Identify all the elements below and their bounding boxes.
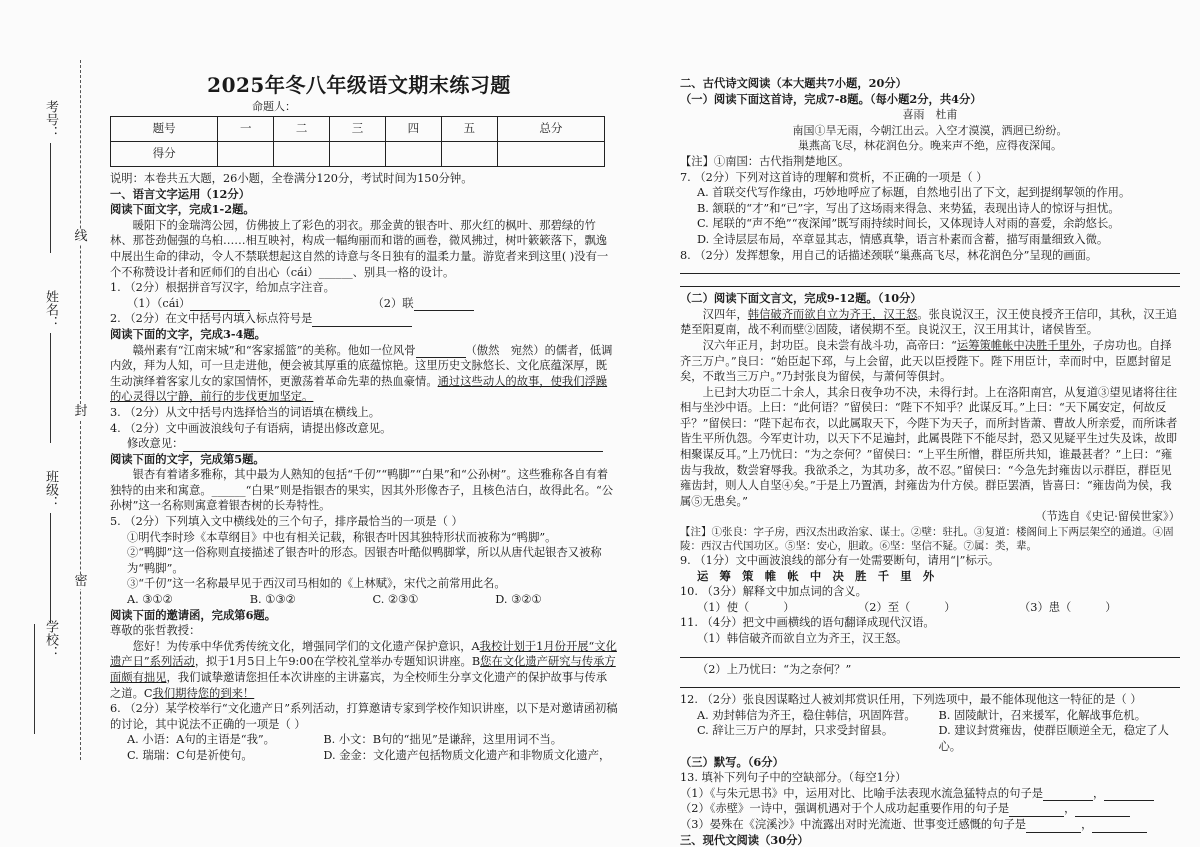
- binding-field-name: 姓名：: [40, 290, 58, 443]
- q5-item: ③“千仞”这一名称最早见于西汉司马相如的《上林赋》，宋代之前常用此名。: [126, 577, 506, 591]
- passage-3-4: 赣州素有“江南宋城”和“客家摇篮”的美称。他如一位风骨 （傲然 宛然）的儒者，低调内敛，拜为人知，可一旦走进他，便会被其厚重的底蕴惊艳。这里历史文脉悠长、文化底蕴深厚，既生动演绎着客家儿女的家国情怀，更激荡着革命先辈的热血豪情。通过这些动人的故事，使我们浮躁的心灵得以宁静，前行的步伐更加坚定。: [110, 343, 613, 404]
- setter-label: 命题人：: [252, 100, 296, 113]
- score-cell: 得分: [111, 142, 218, 167]
- score-input-cell[interactable]: [330, 142, 386, 167]
- score-cell: 总分: [497, 117, 604, 142]
- q7-option-c[interactable]: C. 尾联的“声不绝”“夜深闻”既写雨持续时间长，又体现诗人对雨的喜爱，余韵悠长。: [696, 217, 1120, 231]
- score-cell: 二: [274, 117, 330, 142]
- binding-field-exam-no: 考号：: [40, 100, 58, 253]
- question-9: 9. （1分）文中画波浪线的部分有一处需要断句，请用“|”标示。: [680, 554, 1000, 568]
- q1-item-1: （1）（cái）: [126, 296, 191, 310]
- passage-1: 暖阳下的金瑞湾公园，仿佛披上了彩色的羽衣。那金黄的银杏叶、那火红的枫叶、那碧绿的竹林、那苍劲倔强的乌桕……相互映衬，构成一幅绚丽而和谐的画卷，微风拂过，树叶簌簌落下，飘逸中展出生命的律动，令人不禁联想起这自然的诗意与冬日独有的温柔力量。游览者来到这里( )没有一个不称赞设计者和匠师们的自出心（cái）______、别具一格的设计。: [110, 218, 609, 279]
- letter-greeting: 尊敬的张哲教授：: [110, 624, 201, 638]
- answer-line[interactable]: [680, 679, 1180, 688]
- q7-option-d[interactable]: D. 全诗层层布局，卒章显其志，情感真挚，语言朴素而含蓄，描写雨量细致入微。: [696, 232, 1109, 246]
- q5-item: ②“鸭脚”这一俗称则直接描述了银杏叶的形态。因银杏叶酷似鸭脚掌，所以从唐代起银杏又被称为“鸭脚”。: [126, 546, 602, 575]
- q12-option-a[interactable]: A. 劝封韩信为齐王，稳住韩信，巩固阵营。: [696, 708, 916, 722]
- question-4: 4. （2分）文中画波浪线句子有语病，请提出修改意见。: [110, 421, 392, 435]
- right-column: [680, 76, 1180, 847]
- subsection-3-heading: （三）默写。（6分）: [680, 754, 784, 769]
- q5-item: ①明代李时珍《本草纲目》中也有相关记载，称银杏叶因其独特形状而被称为“鸭脚”。: [126, 530, 557, 544]
- answer-blank[interactable]: [414, 299, 474, 311]
- q7-option-b[interactable]: B. 颔联的“才”和“已”字，写出了这场雨来得急、来势猛，表现出诗人的惊讶与担忧。: [696, 201, 1120, 215]
- q5-option-a[interactable]: A. ③①②: [126, 593, 173, 607]
- score-input-cell[interactable]: [385, 142, 441, 167]
- answer-blank[interactable]: [190, 299, 250, 311]
- instructions: 说明：本卷共五大题，26小题，全卷满分120分，考试时间为150分钟。: [110, 172, 473, 185]
- question-13: 13. 填补下列句子中的空缺部分。（每空1分）: [680, 771, 907, 785]
- section-3-heading: 三、现代文阅读（30分）: [680, 832, 809, 847]
- q6-option-a[interactable]: A. 小语：A句的主语是“我”。: [126, 733, 275, 747]
- score-cell: 一: [218, 117, 274, 142]
- question-8: 8. （2分）发挥想象，用自己的话描述颈联“巢燕高飞尽，林花润色分”呈现的画面。: [680, 248, 1098, 262]
- answer-blank[interactable]: [1092, 821, 1147, 833]
- answer-blank[interactable]: [1009, 805, 1064, 817]
- score-input-cell[interactable]: [441, 142, 497, 167]
- poem-title: 喜雨 杜甫: [902, 108, 958, 122]
- binding-field-class: 班级：: [40, 470, 58, 623]
- binding-mark-secret: 密: [74, 574, 88, 589]
- q12-option-b[interactable]: B. 固陵献计，召来援军，化解战事危机。: [938, 708, 1147, 722]
- reading-prompt-1-2: 阅读下面文字，完成1-2题。: [110, 202, 255, 217]
- answer-blank[interactable]: [1075, 805, 1130, 817]
- page-title: 2025年冬八年级语文期末练习题: [207, 73, 511, 97]
- q11-item-2: （2）上乃忧曰：“为之奈何？”: [696, 662, 852, 676]
- question-10: 10. （3分）解释文中加点词的含义。: [680, 585, 867, 599]
- score-cell: 四: [385, 117, 441, 142]
- reading-prompt-5: 阅读下面的文字，完成第5题。: [110, 451, 265, 466]
- question-6-options-row1: [110, 732, 618, 748]
- prose-source: （节选自《史记·留侯世家》）: [1035, 510, 1180, 524]
- q5-option-b[interactable]: B. ①③②: [249, 593, 296, 607]
- wavy-underlined-sentence: 通过这些动人的故事，使我们浮躁的心灵得以宁静，前行的步伐更加坚定。: [110, 374, 608, 404]
- question-5-options: [110, 592, 618, 608]
- binding-strip: [0, 60, 100, 760]
- question-12: 12. （2分）张良因谋略过人被刘邦赏识任用，下列选项中，最不能体现他这一特征的是（ ）: [680, 693, 1142, 707]
- q11-item-1: （1）韩信破齐而欲自立为齐王，汉王怒。: [696, 632, 908, 645]
- question-7: 7. （2分）下列对这首诗的理解和赏析，不正确的一项是（ ）: [680, 170, 988, 184]
- score-table-header-row: [111, 117, 605, 142]
- q5-option-d[interactable]: D. ③②①: [495, 593, 542, 607]
- question-10-items: [680, 600, 1180, 616]
- q6-option-c[interactable]: C. 瑞瑞：C句是祈使句。: [126, 748, 253, 762]
- subsection-1-heading: （一）阅读下面这首诗，完成7-8题。（每小题2分，共4分）: [680, 91, 982, 106]
- prose-paragraph-1: 汉四年，韩信破齐而欲自立为齐王，汉王怒。张良说汉王，汉王使良授齐王信印，其秋，汉王追楚至阳夏南，战不利而壁②固陵，诸侯期不至。良说汉王，汉王用其计，诸侯皆至。: [680, 307, 1178, 337]
- answer-line[interactable]: [680, 278, 1180, 287]
- poem-note: 【注】①南国：古代指荆楚地区。: [680, 154, 850, 168]
- revision-line: 修改意见：: [110, 436, 618, 452]
- prose-paragraph-2: 汉六年正月，封功臣。良未尝有战斗功，高帝曰：“运筹策帷帐中决胜千里外，子房功也。自择齐三万户。”良曰：“始臣起下邳，与上会留，此天以臣授陛下。陛下用臣计，幸而时中，臣愿封留足矣，不敢当三万户。”乃封张良为留侯，与萧何等俱封。: [680, 338, 1172, 384]
- score-input-cell[interactable]: [218, 142, 274, 167]
- q13-item-2: （2）《赤壁》一诗中，强调机遇对于个人成功起重要作用的句子是 ，: [680, 801, 1180, 817]
- score-cell: 三: [330, 117, 386, 142]
- q7-option-a[interactable]: A. 首联交代写作缘由，巧妙地呼应了标题，自然地引出了下文，起到提纲挈领的作用。: [696, 186, 1131, 200]
- question-3: 3. （2分）从文中括号内选择恰当的词语填在横线上。: [110, 405, 381, 419]
- binding-mark-line: 线: [74, 229, 88, 244]
- prose-paragraph-3: 上已封大功臣二十余人，其余日夜争功不决，未得行封。上在洛阳南宫，从复道③望见诸将往往相与坐沙中语。上曰：“此何语？”留侯曰：“陛下不知乎？此谋反耳。”上曰：“天下属安定，何故反乎？”留侯曰：“陛下起布衣，以此属取天下，今陛下为天子，而所封皆萧、曹故人所亲爱，而所诛者皆生平所仇怨。今军吏计功，以天下不足遍封，此属畏陛下不能尽封，恐又见疑平生过失及诛，故即相聚谋反耳。”上乃忧曰：“为之奈何？”留侯曰：“上平生所憎，群臣所共知，谁最甚者？”上曰：“雍齿与我故，数尝窘辱我。我欲杀之，为其功多，故不忍。”留侯曰：“今急先封雍齿以示群臣，群臣见雍齿封，则人人自坚④矣。”于是上乃置酒，封雍齿为什方侯。群臣罢酒，皆喜曰：“雍齿尚为侯，我属⑤无患矣。”: [680, 385, 1178, 508]
- answer-blank[interactable]: [1026, 821, 1081, 833]
- q1-item-2: （2）联: [372, 296, 414, 310]
- q5-option-c[interactable]: C. ②③①: [372, 593, 419, 607]
- reading-prompt-6: 阅读下面的邀请函，完成第6题。: [110, 607, 277, 622]
- left-column: [110, 70, 618, 764]
- binding-mark-seal: 封: [74, 404, 88, 419]
- answer-blank[interactable]: [183, 440, 603, 452]
- invitation-letter: 您好！为传承中华优秀传统文化，增强同学们的文化遗产保护意识，A我校计划于1月份开展“文化遗产日”系列活动，拟于1月5日上午9:00在学校礼堂举办专题知识讲座。B您在文化遗产研究与传承方面颇有拙见，我们诚挚邀请您担任本次讲座的主讲嘉宾，为全校师生分享文化遗产的保护故事与传承之道。C我们期待您的到来！: [110, 639, 617, 700]
- section-1-heading: 一、语言文字运用（12分）: [110, 186, 250, 201]
- question-6-options-row2: [110, 748, 618, 764]
- subsection-2-heading: （二）阅读下面文言文，完成9-12题。（10分）: [680, 291, 922, 306]
- answer-line[interactable]: [680, 649, 1180, 658]
- answer-blank[interactable]: [1043, 789, 1093, 801]
- q10-item-3[interactable]: （3）患（ ）: [1018, 600, 1117, 614]
- question-11: 11. （4分）把文中画横线的语句翻译成现代汉语。: [680, 616, 935, 630]
- question-6: 6. （2分）某学校举行“文化遗产日”系列活动，打算邀请专家到学校作知识讲座，以下是对邀请函初稿的讨论，其中说法不正确的一项是（ ）: [110, 702, 618, 731]
- question-2: 2. （2分）在文中括号内填入标点符号是: [110, 311, 618, 327]
- answer-blank[interactable]: [1104, 789, 1154, 801]
- q13-item-1: （1）《与朱元思书》中，运用对比、比喻手法表现水流急猛特点的句子是 ，: [680, 786, 1180, 802]
- q6-option-d[interactable]: D. 金金：文化遗产包括物质文化遗产和非物质文化遗产，: [323, 748, 611, 762]
- score-cell: 五: [441, 117, 497, 142]
- passage-5: 银杏有着诸多雅称，其中最为人熟知的包括“千仞”“鸭脚”“白果”和“公孙树”。这些雅称各自有着独特的由来和寓意。______“白果”则是指银杏的果实，因其外形像杏子，且核色洁白，故得此名。“公孙树”这一名称则寓意着银杏树的长寿特性。: [110, 468, 614, 513]
- prose-notes: 【注】①张良：字子房，西汉杰出政治家、谋士。②壁：驻扎。③复道：楼阁间上下两层架空的通道。④固陵：西汉古代国功区。⑤坚：安心，胆敢。⑥坚：坚信不疑。⑦属：类，辈。: [680, 526, 1174, 553]
- answer-blank[interactable]: [312, 315, 412, 327]
- q13-item-3: （3）晏殊在《浣溪沙》中流露出对时光流逝、世事变迁感慨的句子是 ，: [680, 817, 1180, 833]
- score-table-score-row: [111, 142, 605, 167]
- question-1-items: [110, 296, 618, 312]
- q6-option-b[interactable]: B. 小文：B句的“拙见”是谦辞，这里用词不当。: [323, 733, 563, 747]
- score-table: [110, 116, 605, 167]
- reading-prompt-3-4: 阅读下面的文字，完成3-4题。: [110, 326, 266, 341]
- answer-blank[interactable]: [416, 346, 466, 358]
- question-1: 1. （2分）根据拼音写汉字，给加点字注音。: [110, 281, 335, 295]
- question-5: 5. （2分）下列填入文中横线处的三个句子，排序最恰当的一项是（ ）: [110, 515, 463, 529]
- question-12-options-row2: [680, 723, 1180, 754]
- score-input-cell[interactable]: [497, 142, 604, 167]
- answer-line[interactable]: [680, 265, 1180, 274]
- score-cell: 题号: [111, 117, 218, 142]
- q10-item-1[interactable]: （1）使（ ）: [696, 600, 795, 614]
- question-12-options-row1: [680, 708, 1180, 724]
- score-input-cell[interactable]: [274, 142, 330, 167]
- q9-text[interactable]: 运 筹 策 帷 帐 中 决 胜 千 里 外: [696, 568, 935, 583]
- q12-option-d[interactable]: D. 建议封赏雍齿，使群臣顺逆全无，稳定了人心。: [938, 724, 1169, 753]
- q10-item-2[interactable]: （2）至（ ）: [857, 600, 956, 614]
- q12-option-c[interactable]: C. 辞让三万户的厚封，只求受封留县。: [696, 724, 894, 738]
- poem-line-1: 南国①旱无雨，今朝江出云。入空才漠漠，洒迥已纷纷。: [792, 123, 1068, 137]
- binding-field-school: 学校：: [40, 620, 58, 760]
- section-2-heading: 二、古代诗文阅读（本大题共7小题，20分）: [680, 76, 907, 90]
- poem-line-2: 巢燕高飞尽，林花润色分。晚来声不绝，应得夜深闻。: [798, 139, 1062, 153]
